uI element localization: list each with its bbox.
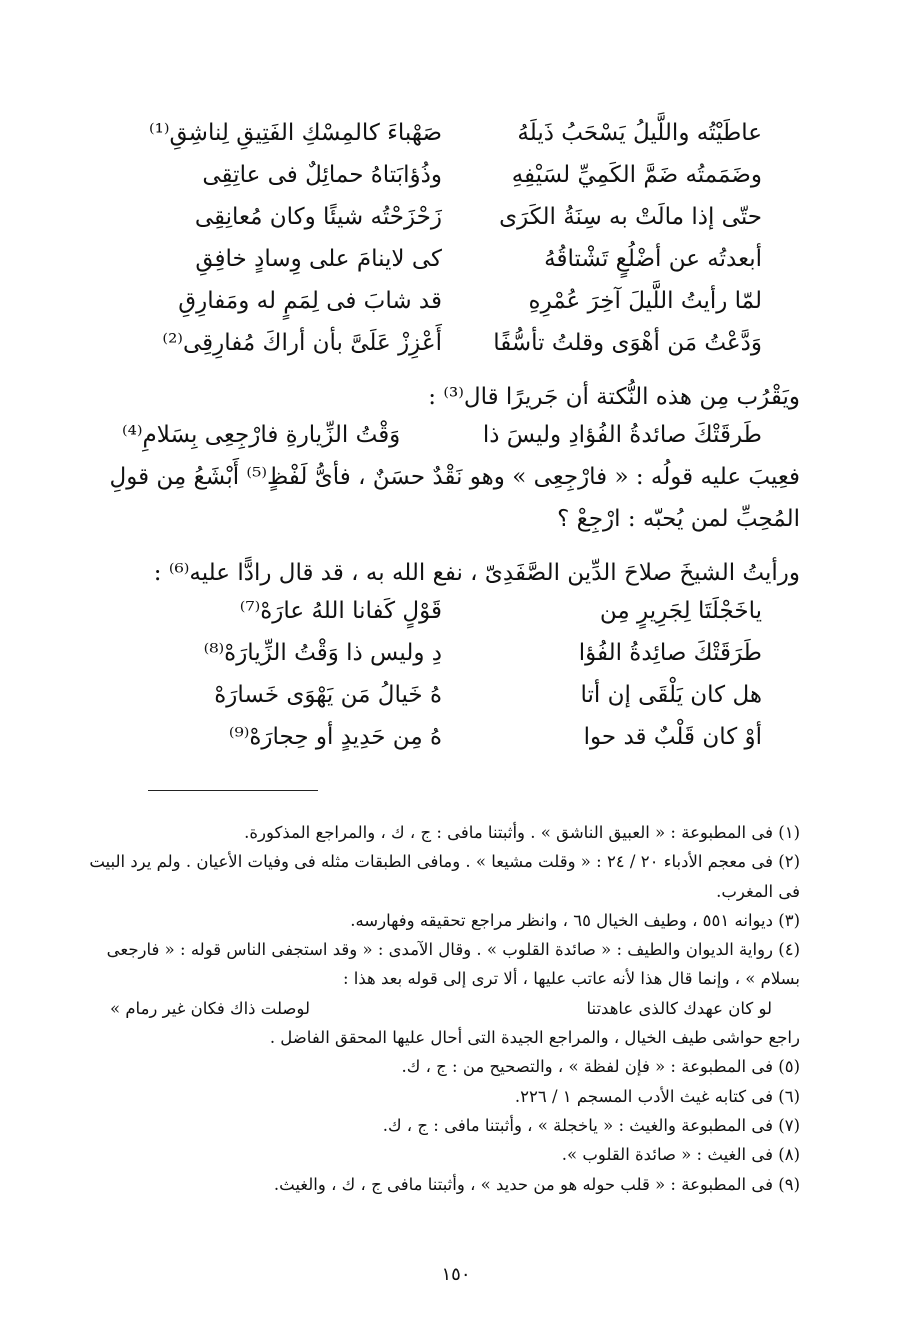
verse-second-hemistich: أَعْزِزْ عَلَىَّ بأن أراكَ مُفارِقِى⁽²⁾ — [162, 330, 442, 356]
prose-paragraph: ورأيتُ الشيخَ صلاحَ الدِّين الصَّفَدِىّ ، نفع الله به ، قد قال رادًّا عليه⁽⁶⁾ : — [153, 560, 800, 586]
verse-second-hemistich: دِ وليس ذا وَقْتُ الزِّيارَهْ⁽⁸⁾ — [203, 640, 442, 666]
poem-block-1 — [122, 112, 762, 364]
footnote-4: (٤) رواية الديوان والطيف : « صائدة القلوب » . وقال الآمدى : « وقد استجفى الناس قوله : « فارجعى — [106, 940, 800, 960]
verse-second-hemistich: هُ خَيالُ مَن يَهْوَى خَسارَهْ — [214, 682, 442, 708]
footnote-2-continued: فى المغرب. — [716, 881, 800, 901]
verse-first-hemistich: ياخَجْلَتَا لِجَرِيرٍ مِن — [599, 598, 762, 624]
verse-first-hemistich: هل كان يَلْقَى إن أتا — [580, 682, 762, 708]
poem-block-2 — [122, 590, 762, 758]
footnote-separator — [148, 790, 318, 791]
verse-line — [122, 414, 762, 456]
verse-first-hemistich: حتّى إذا مالَتْ به سِنَةُ الكَرَى — [499, 204, 762, 230]
verse-first-hemistich: وَدَّعْتُ مَن أهْوَى وقلتُ تأسُّفًا — [493, 330, 762, 356]
verse-line — [122, 632, 762, 674]
footnote-8: (٨) فى الغيث : « صائدة القلوب ». — [561, 1145, 800, 1165]
verse-second-hemistich: زَحْزَحْتُه شيئًا وكان مُعانِقِى — [194, 204, 442, 230]
prose-paragraph-continued: المُحِبِّ لمن يُحبّه : ارْجِعْ ؟ — [557, 506, 800, 532]
footnote-9: (٩) فى المطبوعة : « قلب حوله هو من حديد » ، وأثبتنا مافى ج ، ك ، والغيث. — [273, 1174, 800, 1194]
verse-line — [122, 590, 762, 632]
footnote-6: (٦) فى كتابه غيث الأدب المسجم ١ / ٢٢٦. — [514, 1086, 800, 1106]
verse-first-hemistich: لو كان عهدك كالذى عاهدتنا — [586, 998, 772, 1018]
verse-second-hemistich: قد شابَ فى لِمَمٍ له ومَفارِقِ — [178, 288, 442, 314]
verse-line — [122, 716, 762, 758]
footnote-4-continued: بسلام » ، وإنما قال هذا لأنه عاتب عليها ، ألا ترى إلى قوله بعد هذا : — [342, 969, 800, 989]
verse-second-hemistich: وذُؤابَتاهُ حمائِلٌ فى عاتِقِى — [202, 162, 442, 188]
verse-line — [122, 238, 762, 280]
verse-line — [122, 112, 762, 154]
verse-line — [122, 196, 762, 238]
verse-line — [122, 154, 762, 196]
verse-second-hemistich: كى لاينامَ على وِسادٍ خافِقِ — [195, 246, 442, 272]
verse-first-hemistich: وضَمَمتُه ضَمَّ الكَمِيِّ لسَيْفِهِ — [511, 162, 762, 188]
verse-second-hemistich: قَوْلٍ كَفانا اللهُ عارَهْ⁽⁷⁾ — [239, 598, 442, 624]
verse-line — [122, 322, 762, 364]
footnote-5: (٥) فى المطبوعة : « فإن لفظة » ، والتصحيح من : ج ، ك. — [401, 1057, 800, 1077]
prose-paragraph: ويَقْرُب مِن هذه النُّكتة أن جَريرًا قال⁽³⁾ : — [428, 384, 800, 410]
verse-first-hemistich: طَرَقَتْكَ صائِدةُ الفُؤا — [578, 640, 762, 666]
footnote-4-after: راجع حواشى طيف الخيال ، والمراجع الجيدة التى أحال عليها المحقق الفاضل . — [269, 1028, 800, 1048]
verse-second-hemistich: هُ مِن حَدِيدٍ أو حِجارَهْ⁽⁹⁾ — [228, 724, 442, 750]
footnote-1: (١) فى المطبوعة : « العبيق الناشق » . وأثبتنا مافى : ج ، ك ، والمراجع المذكورة. — [244, 823, 800, 842]
footnote-2: (٢) فى معجم الأدباء ٢٠ / ٢٤ : « وقلت مشيعا » . ومافى الطبقات مثله فى وفيات الأعيان . ولم يرد البيت — [89, 852, 800, 872]
verse-first-hemistich: أبعدتُه عن أضْلُعٍ تَشْتاقُهُ — [544, 246, 762, 272]
prose-paragraph: فعِيبَ عليه قولُه : « فارْجِعِى » وهو نَقْدٌ حسَنٌ ، فأىُّ لَفْظٍ⁽⁵⁾ أَبْشَعُ مِن قولِ — [109, 464, 800, 490]
verse-first-hemistich: أوْ كان قَلْبٌ قد حوا — [583, 724, 762, 750]
footnotes — [80, 818, 800, 1199]
footnote-7: (٧) فى المطبوعة والغيث : « ياخجلة » ، وأثبتنا مافى : ج ، ك. — [382, 1115, 800, 1135]
verse-first-hemistich: عاطَيْتُه واللَّيلُ يَسْحَبُ ذَيلَهُ — [517, 120, 762, 146]
verse-line — [122, 674, 762, 716]
verse-first-hemistich: طَرقَتْكَ صائدةُ الفُؤادِ وليسَ ذا — [482, 422, 762, 448]
verse-first-hemistich: لمّا رأيتُ اللَّيلَ آخِرَ عُمْرِهِ — [528, 288, 762, 314]
verse-line — [122, 280, 762, 322]
footnote-4-verse — [80, 994, 800, 1023]
verse-second-hemistich: لوصلت ذاك فكان غير رمام » — [110, 998, 310, 1018]
page-number: ١٥٠ — [441, 1264, 471, 1285]
verse-second-hemistich: صَهْباءَ كالمِسْكِ الفَتِيقِ لِناشِقِ⁽¹⁾ — [148, 120, 442, 146]
verse-second-hemistich: وَقْتُ الزِّيارةِ فارْجِعِى بِسَلامِ⁽⁴⁾ — [122, 422, 401, 448]
footnote-3: (٣) ديوانه ٥٥١ ، وطيف الخيال ٦٥ ، وانظر مراجع تحقيقه وفهارسه. — [350, 910, 800, 930]
